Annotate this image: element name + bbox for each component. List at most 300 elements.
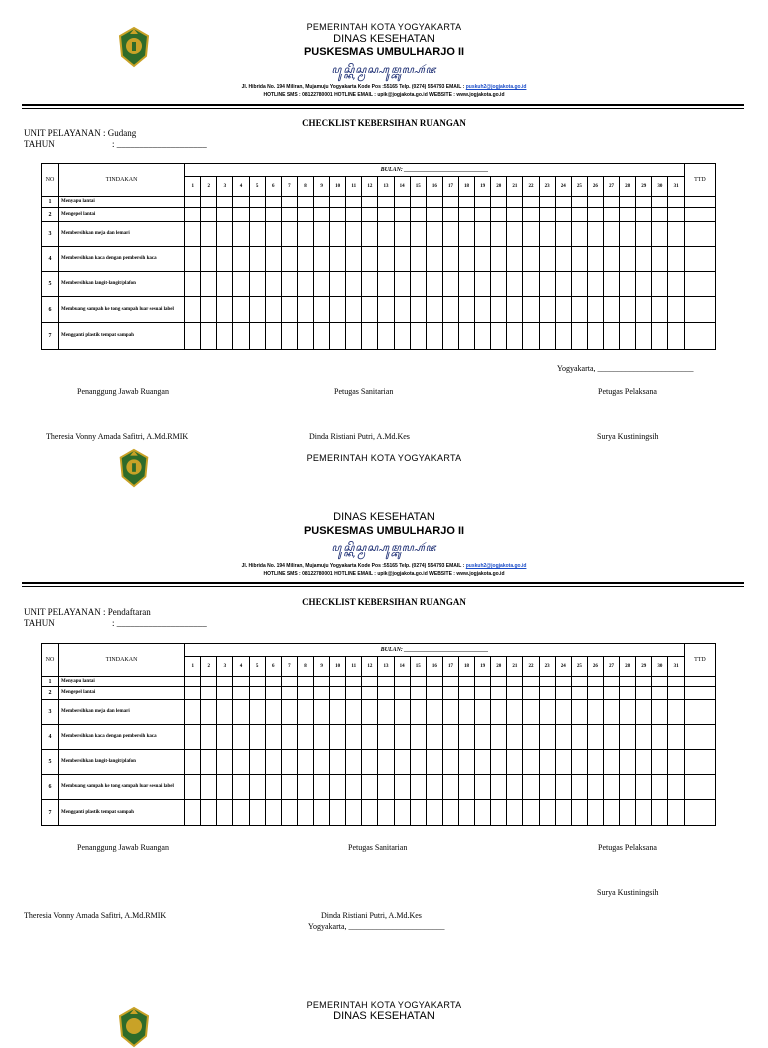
day-check-cell[interactable] (636, 272, 652, 297)
day-check-cell[interactable] (426, 323, 442, 350)
day-check-cell[interactable] (459, 197, 475, 208)
day-check-cell[interactable] (459, 725, 475, 750)
day-check-cell[interactable] (636, 197, 652, 208)
day-check-cell[interactable] (233, 247, 249, 272)
day-check-cell[interactable] (523, 687, 539, 700)
day-check-cell[interactable] (346, 222, 362, 247)
day-check-cell[interactable] (249, 222, 265, 247)
day-check-cell[interactable] (233, 323, 249, 350)
day-check-cell[interactable] (507, 297, 523, 323)
day-check-cell[interactable] (201, 677, 217, 687)
day-check-cell[interactable] (378, 208, 394, 222)
day-check-cell[interactable] (297, 700, 313, 725)
day-check-cell[interactable] (314, 222, 330, 247)
day-check-cell[interactable] (217, 677, 233, 687)
day-check-cell[interactable] (362, 247, 378, 272)
sign-cell[interactable] (684, 222, 715, 247)
day-check-cell[interactable] (394, 775, 410, 800)
day-check-cell[interactable] (249, 272, 265, 297)
day-check-cell[interactable] (281, 323, 297, 350)
day-check-cell[interactable] (330, 687, 346, 700)
day-check-cell[interactable] (249, 725, 265, 750)
day-check-cell[interactable] (587, 750, 603, 775)
day-check-cell[interactable] (603, 677, 619, 687)
day-check-cell[interactable] (571, 687, 587, 700)
sign-cell[interactable] (684, 750, 715, 775)
day-check-cell[interactable] (217, 197, 233, 208)
sign-cell[interactable] (684, 725, 715, 750)
day-check-cell[interactable] (249, 247, 265, 272)
day-check-cell[interactable] (346, 197, 362, 208)
day-check-cell[interactable] (587, 677, 603, 687)
day-check-cell[interactable] (394, 323, 410, 350)
day-check-cell[interactable] (459, 297, 475, 323)
day-check-cell[interactable] (668, 687, 684, 700)
day-check-cell[interactable] (507, 750, 523, 775)
day-check-cell[interactable] (636, 687, 652, 700)
day-check-cell[interactable] (523, 775, 539, 800)
day-check-cell[interactable] (330, 700, 346, 725)
day-check-cell[interactable] (442, 725, 458, 750)
day-check-cell[interactable] (587, 222, 603, 247)
day-check-cell[interactable] (378, 247, 394, 272)
day-check-cell[interactable] (185, 247, 201, 272)
day-check-cell[interactable] (362, 775, 378, 800)
day-check-cell[interactable] (297, 677, 313, 687)
day-check-cell[interactable] (571, 272, 587, 297)
day-check-cell[interactable] (314, 700, 330, 725)
day-check-cell[interactable] (555, 677, 571, 687)
day-check-cell[interactable] (555, 687, 571, 700)
day-check-cell[interactable] (249, 323, 265, 350)
day-check-cell[interactable] (652, 700, 668, 725)
day-check-cell[interactable] (652, 197, 668, 208)
day-check-cell[interactable] (668, 677, 684, 687)
day-check-cell[interactable] (185, 775, 201, 800)
day-check-cell[interactable] (346, 208, 362, 222)
day-check-cell[interactable] (297, 272, 313, 297)
day-check-cell[interactable] (571, 208, 587, 222)
day-check-cell[interactable] (330, 323, 346, 350)
day-check-cell[interactable] (668, 775, 684, 800)
day-check-cell[interactable] (652, 208, 668, 222)
day-check-cell[interactable] (265, 197, 281, 208)
day-check-cell[interactable] (314, 750, 330, 775)
day-check-cell[interactable] (394, 700, 410, 725)
day-check-cell[interactable] (346, 297, 362, 323)
sign-cell[interactable] (684, 700, 715, 725)
day-check-cell[interactable] (523, 750, 539, 775)
day-check-cell[interactable] (233, 677, 249, 687)
day-check-cell[interactable] (297, 725, 313, 750)
day-check-cell[interactable] (668, 700, 684, 725)
day-check-cell[interactable] (523, 272, 539, 297)
day-check-cell[interactable] (555, 272, 571, 297)
day-check-cell[interactable] (330, 222, 346, 247)
day-check-cell[interactable] (185, 750, 201, 775)
day-check-cell[interactable] (281, 297, 297, 323)
day-check-cell[interactable] (233, 197, 249, 208)
day-check-cell[interactable] (475, 222, 491, 247)
day-check-cell[interactable] (603, 247, 619, 272)
day-check-cell[interactable] (539, 750, 555, 775)
day-check-cell[interactable] (507, 775, 523, 800)
day-check-cell[interactable] (201, 297, 217, 323)
day-check-cell[interactable] (668, 750, 684, 775)
day-check-cell[interactable] (523, 197, 539, 208)
day-check-cell[interactable] (620, 800, 636, 826)
day-check-cell[interactable] (475, 750, 491, 775)
day-check-cell[interactable] (636, 677, 652, 687)
day-check-cell[interactable] (330, 297, 346, 323)
day-check-cell[interactable] (442, 750, 458, 775)
day-check-cell[interactable] (491, 297, 507, 323)
day-check-cell[interactable] (410, 687, 426, 700)
day-check-cell[interactable] (394, 247, 410, 272)
day-check-cell[interactable] (346, 272, 362, 297)
day-check-cell[interactable] (636, 247, 652, 272)
day-check-cell[interactable] (507, 800, 523, 826)
sign-cell[interactable] (684, 272, 715, 297)
day-check-cell[interactable] (587, 208, 603, 222)
day-check-cell[interactable] (620, 750, 636, 775)
day-check-cell[interactable] (314, 687, 330, 700)
day-check-cell[interactable] (185, 687, 201, 700)
day-check-cell[interactable] (233, 272, 249, 297)
day-check-cell[interactable] (555, 775, 571, 800)
day-check-cell[interactable] (523, 208, 539, 222)
day-check-cell[interactable] (281, 272, 297, 297)
day-check-cell[interactable] (265, 222, 281, 247)
day-check-cell[interactable] (620, 677, 636, 687)
day-check-cell[interactable] (507, 197, 523, 208)
day-check-cell[interactable] (620, 222, 636, 247)
day-check-cell[interactable] (636, 775, 652, 800)
day-check-cell[interactable] (249, 800, 265, 826)
day-check-cell[interactable] (330, 247, 346, 272)
day-check-cell[interactable] (185, 222, 201, 247)
day-check-cell[interactable] (410, 800, 426, 826)
day-check-cell[interactable] (378, 272, 394, 297)
day-check-cell[interactable] (555, 297, 571, 323)
day-check-cell[interactable] (426, 750, 442, 775)
day-check-cell[interactable] (491, 208, 507, 222)
day-check-cell[interactable] (410, 323, 426, 350)
day-check-cell[interactable] (378, 750, 394, 775)
day-check-cell[interactable] (217, 700, 233, 725)
day-check-cell[interactable] (233, 700, 249, 725)
day-check-cell[interactable] (587, 700, 603, 725)
day-check-cell[interactable] (265, 677, 281, 687)
day-check-cell[interactable] (330, 677, 346, 687)
day-check-cell[interactable] (459, 323, 475, 350)
day-check-cell[interactable] (410, 700, 426, 725)
day-check-cell[interactable] (620, 725, 636, 750)
day-check-cell[interactable] (362, 687, 378, 700)
day-check-cell[interactable] (652, 323, 668, 350)
day-check-cell[interactable] (281, 222, 297, 247)
day-check-cell[interactable] (330, 775, 346, 800)
day-check-cell[interactable] (523, 700, 539, 725)
day-check-cell[interactable] (442, 297, 458, 323)
day-check-cell[interactable] (201, 272, 217, 297)
day-check-cell[interactable] (185, 323, 201, 350)
day-check-cell[interactable] (587, 272, 603, 297)
day-check-cell[interactable] (507, 725, 523, 750)
day-check-cell[interactable] (281, 750, 297, 775)
day-check-cell[interactable] (378, 222, 394, 247)
day-check-cell[interactable] (281, 677, 297, 687)
day-check-cell[interactable] (442, 677, 458, 687)
day-check-cell[interactable] (410, 197, 426, 208)
day-check-cell[interactable] (475, 700, 491, 725)
day-check-cell[interactable] (201, 700, 217, 725)
day-check-cell[interactable] (571, 222, 587, 247)
day-check-cell[interactable] (571, 677, 587, 687)
day-check-cell[interactable] (491, 222, 507, 247)
day-check-cell[interactable] (314, 800, 330, 826)
day-check-cell[interactable] (603, 775, 619, 800)
day-check-cell[interactable] (378, 323, 394, 350)
day-check-cell[interactable] (652, 687, 668, 700)
day-check-cell[interactable] (201, 197, 217, 208)
day-check-cell[interactable] (362, 800, 378, 826)
day-check-cell[interactable] (459, 247, 475, 272)
day-check-cell[interactable] (394, 687, 410, 700)
day-check-cell[interactable] (587, 197, 603, 208)
day-check-cell[interactable] (378, 725, 394, 750)
day-check-cell[interactable] (539, 197, 555, 208)
day-check-cell[interactable] (442, 323, 458, 350)
sign-cell[interactable] (684, 677, 715, 687)
day-check-cell[interactable] (410, 775, 426, 800)
day-check-cell[interactable] (362, 222, 378, 247)
day-check-cell[interactable] (410, 247, 426, 272)
sign-cell[interactable] (684, 323, 715, 350)
day-check-cell[interactable] (362, 208, 378, 222)
day-check-cell[interactable] (539, 725, 555, 750)
sign-cell[interactable] (684, 197, 715, 208)
day-check-cell[interactable] (555, 700, 571, 725)
day-check-cell[interactable] (394, 272, 410, 297)
day-check-cell[interactable] (442, 700, 458, 725)
day-check-cell[interactable] (346, 775, 362, 800)
day-check-cell[interactable] (249, 677, 265, 687)
sign-cell[interactable] (684, 297, 715, 323)
day-check-cell[interactable] (636, 800, 652, 826)
day-check-cell[interactable] (314, 677, 330, 687)
day-check-cell[interactable] (249, 775, 265, 800)
sign-cell[interactable] (684, 687, 715, 700)
day-check-cell[interactable] (555, 208, 571, 222)
day-check-cell[interactable] (362, 323, 378, 350)
day-check-cell[interactable] (217, 222, 233, 247)
day-check-cell[interactable] (491, 700, 507, 725)
day-check-cell[interactable] (587, 323, 603, 350)
day-check-cell[interactable] (233, 775, 249, 800)
day-check-cell[interactable] (507, 208, 523, 222)
day-check-cell[interactable] (426, 700, 442, 725)
day-check-cell[interactable] (394, 750, 410, 775)
day-check-cell[interactable] (539, 208, 555, 222)
day-check-cell[interactable] (620, 208, 636, 222)
day-check-cell[interactable] (297, 750, 313, 775)
day-check-cell[interactable] (265, 208, 281, 222)
day-check-cell[interactable] (297, 247, 313, 272)
day-check-cell[interactable] (459, 687, 475, 700)
day-check-cell[interactable] (459, 800, 475, 826)
day-check-cell[interactable] (201, 800, 217, 826)
day-check-cell[interactable] (281, 197, 297, 208)
day-check-cell[interactable] (217, 750, 233, 775)
day-check-cell[interactable] (620, 247, 636, 272)
day-check-cell[interactable] (491, 677, 507, 687)
day-check-cell[interactable] (217, 297, 233, 323)
day-check-cell[interactable] (233, 750, 249, 775)
day-check-cell[interactable] (426, 197, 442, 208)
day-check-cell[interactable] (620, 297, 636, 323)
day-check-cell[interactable] (603, 197, 619, 208)
day-check-cell[interactable] (571, 197, 587, 208)
day-check-cell[interactable] (442, 775, 458, 800)
day-check-cell[interactable] (491, 323, 507, 350)
day-check-cell[interactable] (330, 725, 346, 750)
day-check-cell[interactable] (523, 323, 539, 350)
day-check-cell[interactable] (249, 208, 265, 222)
day-check-cell[interactable] (410, 725, 426, 750)
sign-cell[interactable] (684, 208, 715, 222)
day-check-cell[interactable] (265, 297, 281, 323)
day-check-cell[interactable] (603, 222, 619, 247)
day-check-cell[interactable] (459, 208, 475, 222)
day-check-cell[interactable] (297, 323, 313, 350)
day-check-cell[interactable] (217, 775, 233, 800)
day-check-cell[interactable] (620, 775, 636, 800)
day-check-cell[interactable] (394, 677, 410, 687)
day-check-cell[interactable] (410, 297, 426, 323)
day-check-cell[interactable] (636, 297, 652, 323)
day-check-cell[interactable] (314, 197, 330, 208)
day-check-cell[interactable] (459, 700, 475, 725)
day-check-cell[interactable] (265, 700, 281, 725)
day-check-cell[interactable] (314, 247, 330, 272)
day-check-cell[interactable] (362, 700, 378, 725)
day-check-cell[interactable] (346, 725, 362, 750)
day-check-cell[interactable] (378, 297, 394, 323)
day-check-cell[interactable] (555, 750, 571, 775)
day-check-cell[interactable] (652, 677, 668, 687)
day-check-cell[interactable] (652, 222, 668, 247)
day-check-cell[interactable] (475, 775, 491, 800)
day-check-cell[interactable] (507, 222, 523, 247)
email-link[interactable]: puskuh2@jogjakota.go.id (465, 84, 527, 90)
day-check-cell[interactable] (475, 297, 491, 323)
day-check-cell[interactable] (330, 197, 346, 208)
day-check-cell[interactable] (217, 208, 233, 222)
day-check-cell[interactable] (410, 222, 426, 247)
day-check-cell[interactable] (233, 800, 249, 826)
day-check-cell[interactable] (426, 687, 442, 700)
day-check-cell[interactable] (571, 750, 587, 775)
day-check-cell[interactable] (668, 247, 684, 272)
day-check-cell[interactable] (491, 725, 507, 750)
day-check-cell[interactable] (636, 750, 652, 775)
day-check-cell[interactable] (491, 800, 507, 826)
day-check-cell[interactable] (410, 677, 426, 687)
day-check-cell[interactable] (571, 297, 587, 323)
day-check-cell[interactable] (668, 725, 684, 750)
day-check-cell[interactable] (394, 208, 410, 222)
day-check-cell[interactable] (442, 800, 458, 826)
day-check-cell[interactable] (233, 297, 249, 323)
day-check-cell[interactable] (539, 247, 555, 272)
day-check-cell[interactable] (523, 297, 539, 323)
day-check-cell[interactable] (201, 247, 217, 272)
day-check-cell[interactable] (201, 208, 217, 222)
day-check-cell[interactable] (523, 222, 539, 247)
day-check-cell[interactable] (636, 208, 652, 222)
day-check-cell[interactable] (314, 297, 330, 323)
day-check-cell[interactable] (459, 222, 475, 247)
day-check-cell[interactable] (636, 323, 652, 350)
day-check-cell[interactable] (587, 687, 603, 700)
day-check-cell[interactable] (571, 775, 587, 800)
day-check-cell[interactable] (362, 677, 378, 687)
day-check-cell[interactable] (475, 272, 491, 297)
day-check-cell[interactable] (297, 208, 313, 222)
day-check-cell[interactable] (523, 677, 539, 687)
day-check-cell[interactable] (442, 222, 458, 247)
day-check-cell[interactable] (603, 208, 619, 222)
day-check-cell[interactable] (314, 208, 330, 222)
day-check-cell[interactable] (217, 247, 233, 272)
day-check-cell[interactable] (394, 800, 410, 826)
day-check-cell[interactable] (330, 800, 346, 826)
day-check-cell[interactable] (410, 208, 426, 222)
day-check-cell[interactable] (201, 775, 217, 800)
day-check-cell[interactable] (346, 700, 362, 725)
day-check-cell[interactable] (410, 272, 426, 297)
day-check-cell[interactable] (330, 272, 346, 297)
day-check-cell[interactable] (265, 725, 281, 750)
day-check-cell[interactable] (201, 750, 217, 775)
day-check-cell[interactable] (362, 197, 378, 208)
day-check-cell[interactable] (587, 725, 603, 750)
day-check-cell[interactable] (233, 208, 249, 222)
day-check-cell[interactable] (603, 323, 619, 350)
day-check-cell[interactable] (539, 222, 555, 247)
day-check-cell[interactable] (652, 725, 668, 750)
day-check-cell[interactable] (475, 800, 491, 826)
day-check-cell[interactable] (233, 687, 249, 700)
day-check-cell[interactable] (491, 197, 507, 208)
day-check-cell[interactable] (314, 323, 330, 350)
day-check-cell[interactable] (652, 775, 668, 800)
day-check-cell[interactable] (249, 750, 265, 775)
day-check-cell[interactable] (620, 272, 636, 297)
day-check-cell[interactable] (636, 725, 652, 750)
day-check-cell[interactable] (314, 775, 330, 800)
day-check-cell[interactable] (185, 272, 201, 297)
day-check-cell[interactable] (426, 208, 442, 222)
day-check-cell[interactable] (571, 725, 587, 750)
day-check-cell[interactable] (507, 700, 523, 725)
day-check-cell[interactable] (233, 725, 249, 750)
day-check-cell[interactable] (668, 297, 684, 323)
day-check-cell[interactable] (475, 247, 491, 272)
day-check-cell[interactable] (201, 222, 217, 247)
day-check-cell[interactable] (442, 197, 458, 208)
